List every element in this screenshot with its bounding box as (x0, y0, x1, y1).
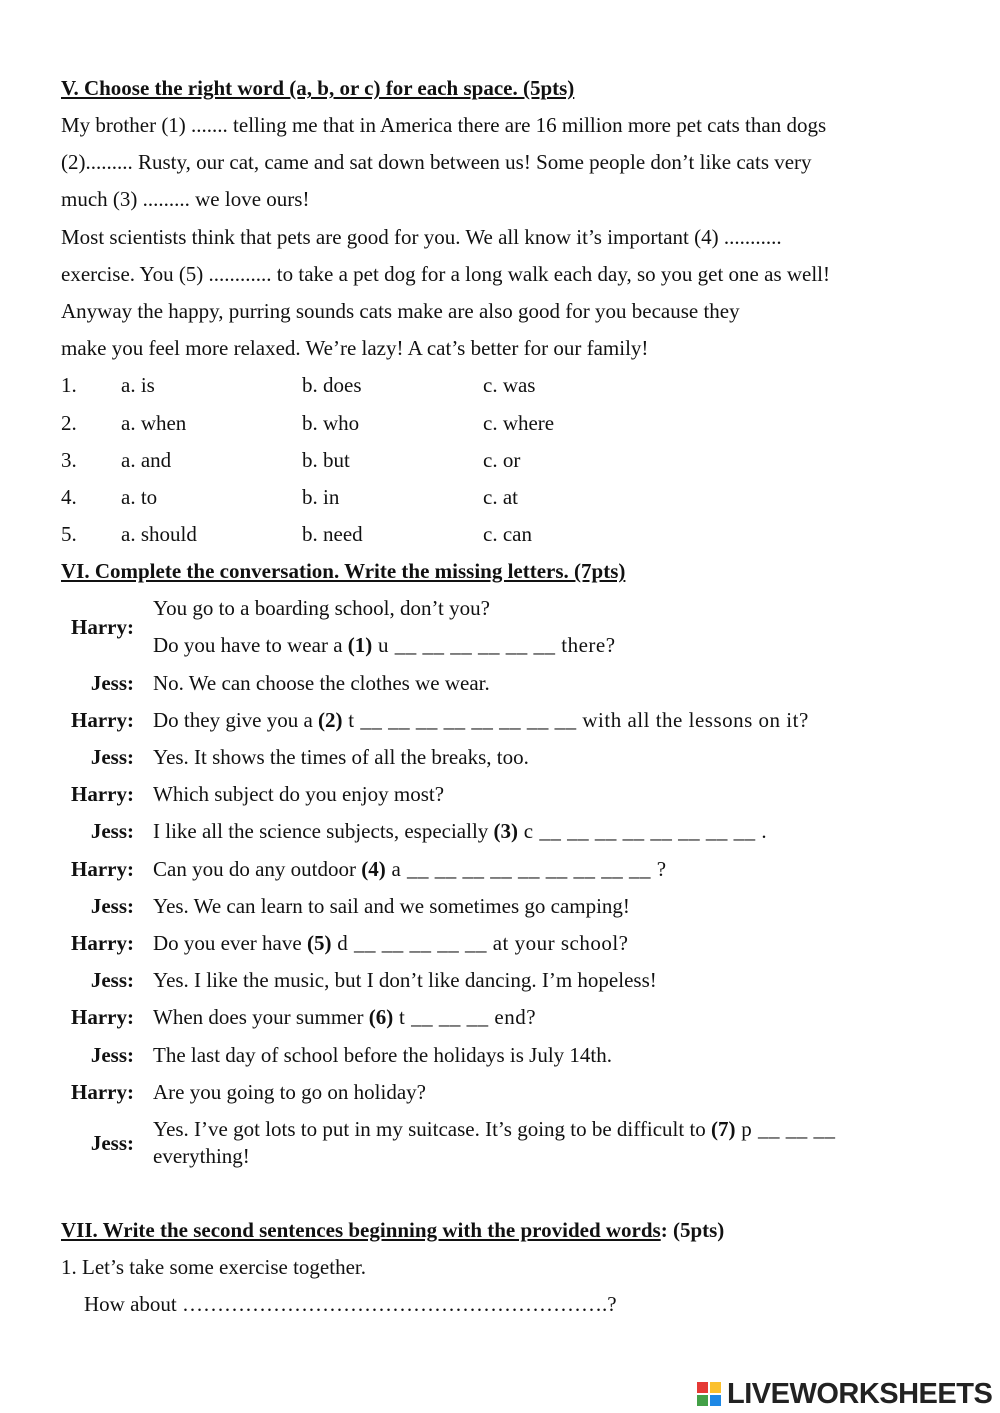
blank-number: (7) (711, 1117, 736, 1142)
conversation-turn (61, 999, 941, 1036)
conversation (61, 590, 941, 1175)
option-number: 5. (61, 522, 77, 547)
paragraph-line: Most scientists think that pets are good for you. We all know it’s important (4) ........... (61, 224, 782, 249)
turn-text: everything! (153, 1144, 250, 1169)
conversation-turn (61, 1074, 941, 1111)
letter-blanks[interactable]: u __ __ __ __ __ __ there? (372, 633, 616, 658)
blank-number: (5) (306, 931, 332, 956)
answer-line[interactable]: How about …………………………………………………….? (84, 1292, 617, 1317)
exercise-item: 1. Let’s take some exercise together. (61, 1255, 366, 1280)
conversation-turn (61, 1111, 941, 1175)
letter-blanks[interactable]: t __ __ __ end? (393, 1005, 537, 1030)
speaker-label: Harry: (71, 707, 134, 732)
option-number: 2. (61, 410, 77, 435)
option-number: 1. (61, 373, 77, 398)
speaker-label: Jess: (90, 819, 134, 844)
conversation-turn (61, 776, 941, 813)
speaker-label: Harry: (71, 782, 134, 807)
paragraph-line: make you feel more relaxed. We’re lazy! A cat’s better for our family! (61, 336, 649, 361)
logo-icon (697, 1380, 725, 1408)
option-c[interactable]: c. or (483, 447, 521, 472)
option-c[interactable]: c. where (483, 410, 555, 435)
option-b[interactable]: b. who (302, 410, 360, 435)
conversation-turn (61, 702, 941, 739)
speaker-label: Jess: (90, 1130, 134, 1155)
option-row (61, 367, 941, 404)
worksheet-page (61, 70, 941, 1323)
paragraph-line: exercise. You (5) ............ to take a pet dog for a long walk each day, so you get one as well! (61, 261, 831, 286)
blank-number: (6) (368, 1005, 394, 1030)
turn-text: Which subject do you enjoy most? (153, 782, 445, 807)
section-7-heading: VII. Write the second sentences beginning with the provided words: (5pts) (61, 1218, 725, 1243)
turn-text: Are you going to go on holiday? (153, 1079, 426, 1104)
paragraph-line: My brother (1) ....... telling me that in America there are 16 million more pet cats than dogs (61, 113, 827, 137)
speaker-label: Jess: (90, 968, 134, 993)
speaker-label: Jess: (90, 1042, 134, 1067)
option-a[interactable]: a. when (121, 410, 187, 435)
conversation-turn (61, 962, 941, 999)
turn-text: Do you ever have (5) d __ __ __ __ __ at your school? (153, 931, 629, 956)
option-number: 4. (61, 484, 77, 509)
option-row (61, 516, 941, 553)
conversation-turn (61, 925, 941, 962)
speaker-label: Harry: (71, 856, 134, 881)
conversation-turn (61, 590, 941, 664)
liveworksheets-logo (697, 1378, 992, 1410)
option-a[interactable]: a. to (121, 484, 158, 509)
section-5-options (61, 367, 941, 553)
turn-text: Can you do any outdoor (4) a __ __ __ __ __ __ __ __ __ ? (153, 856, 667, 881)
section-5-heading: V. Choose the right word (a, b, or c) for each space. (5pts) (61, 76, 575, 100)
paragraph-line: (2)......... Rusty, our cat, came and sat down between us! Some people don’t like cats very (61, 150, 812, 175)
turn-text: Yes. I’ve got lots to put in my suitcase. It’s going to be difficult to (7) p __ __ __ (153, 1117, 836, 1142)
option-row (61, 405, 941, 442)
letter-blanks[interactable]: p __ __ __ (735, 1117, 836, 1142)
speaker-label: Jess: (90, 893, 134, 918)
option-b[interactable]: b. does (302, 373, 362, 398)
letter-blanks[interactable]: d __ __ __ __ __ at your school? (331, 931, 629, 956)
turn-text: Do they give you a (2) t __ __ __ __ __ __ __ __ with all the lessons on it? (153, 707, 809, 732)
turn-text: Yes. We can learn to sail and we sometimes go camping! (153, 893, 630, 918)
speaker-label: Harry: (71, 1079, 134, 1104)
conversation-turn (61, 851, 941, 888)
option-a[interactable]: a. and (121, 447, 172, 472)
conversation-turn (61, 813, 941, 850)
paragraph-line: much (3) ......... we love ours! (61, 187, 310, 212)
option-row (61, 442, 941, 479)
option-a[interactable]: a. should (121, 522, 197, 547)
speaker-label: Harry: (71, 614, 134, 639)
turn-text: I like all the science subjects, especially (3) c __ __ __ __ __ __ __ __ . (153, 819, 768, 844)
option-c[interactable]: c. at (483, 484, 518, 509)
speaker-label: Harry: (71, 1005, 134, 1030)
turn-text: Yes. I like the music, but I don’t like dancing. I’m hopeless! (153, 968, 657, 993)
letter-blanks[interactable]: c __ __ __ __ __ __ __ __ . (518, 819, 768, 844)
turn-text: You go to a boarding school, don’t you? (153, 596, 490, 621)
letter-blanks[interactable]: t __ __ __ __ __ __ __ __ with all the lessons on it? (342, 707, 809, 732)
turn-text: When does your summer (6) t __ __ __ end? (153, 1005, 537, 1030)
turn-text: Do you have to wear a (1) u __ __ __ __ __ __ there? (153, 633, 616, 658)
conversation-turn (61, 888, 941, 925)
blank-number: (1) (347, 633, 373, 658)
conversation-turn (61, 1037, 941, 1074)
option-c[interactable]: c. was (483, 373, 536, 398)
paragraph-line: Anyway the happy, purring sounds cats make are also good for you because they (61, 298, 740, 323)
option-c[interactable]: c. can (483, 522, 532, 547)
option-b[interactable]: b. in (302, 484, 340, 509)
blank-number: (4) (361, 856, 386, 881)
speaker-label: Jess: (90, 745, 134, 770)
option-row (61, 479, 941, 516)
speaker-label: Jess: (90, 670, 134, 695)
letter-blanks[interactable]: a __ __ __ __ __ __ __ __ __ ? (385, 856, 667, 881)
conversation-turn (61, 665, 941, 702)
conversation-turn (61, 739, 941, 776)
speaker-label: Harry: (71, 931, 134, 956)
option-b[interactable]: b. need (302, 522, 363, 547)
blank-number: (3) (493, 819, 519, 844)
turn-text: The last day of school before the holidays is July 14th. (153, 1042, 612, 1067)
option-a[interactable]: a. is (121, 373, 155, 398)
section-6-heading: VI. Complete the conversation. Write the missing letters. (7pts) (61, 559, 626, 584)
logo-text: LIVEWORKSHEETS (727, 1377, 993, 1410)
blank-number: (2) (318, 707, 343, 732)
turn-text: Yes. It shows the times of all the breaks, too. (153, 745, 529, 770)
option-b[interactable]: b. but (302, 447, 350, 472)
section-5-paragraph (61, 107, 941, 367)
turn-text: No. We can choose the clothes we wear. (153, 670, 490, 695)
option-number: 3. (61, 447, 77, 472)
